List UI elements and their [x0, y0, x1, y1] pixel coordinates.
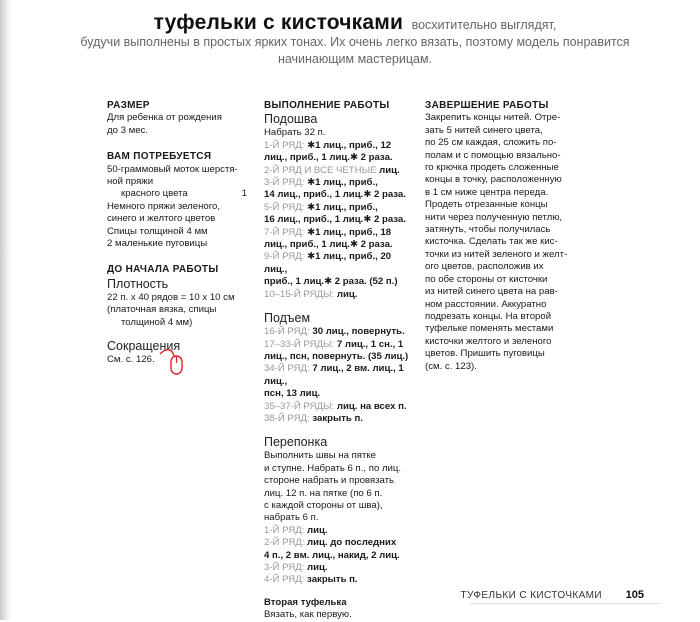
sole-row-text: лиц.	[336, 288, 358, 300]
rise-row-text: псн, 13 лиц.	[264, 388, 321, 400]
finishing-line: концы в точку, расположенную	[425, 174, 562, 186]
sole-row	[264, 140, 414, 152]
sole-row	[264, 227, 414, 239]
materials-line: Спицы толщиной 4 мм	[107, 225, 208, 237]
intro-line: восхитительно выглядят,	[411, 18, 557, 32]
rise-rows	[264, 326, 414, 425]
sole-row	[264, 276, 414, 288]
density-line: (платочная вязка, спицы	[107, 304, 217, 316]
finishing-line: подрезать концы. На второй	[425, 310, 552, 322]
rise-row-label: 38-Й РЯД:	[264, 412, 313, 424]
sole-row-text: лиц., приб., 1 лиц.✱ 2 раза.	[264, 239, 393, 251]
sole-row-label: 7-Й РЯД:	[264, 226, 308, 238]
rise-row-text: закрыть п.	[312, 412, 363, 424]
column-middle	[264, 100, 414, 622]
sole-row-label: 9-Й РЯД:	[264, 251, 308, 263]
sole-row-text: приб., 1 лиц.✱ 2 раза. (52 п.)	[264, 276, 398, 288]
materials-line: ной пряжи	[107, 176, 154, 188]
strap-row-text: лиц.	[307, 562, 328, 573]
materials-line: 2 маленькие пуговицы	[107, 238, 208, 250]
column-left	[107, 100, 247, 367]
size-line: Для ребенка от рождения	[107, 112, 222, 124]
sole-row-text: ✱1 лиц., приб.,	[307, 201, 378, 213]
sole-row	[264, 239, 414, 251]
strap-line: Выполнить швы на пятке	[264, 450, 377, 462]
materials-line: 50-граммовый моток шерстя-	[107, 163, 238, 175]
page-header	[30, 11, 680, 68]
rise-row-text: 30 лиц., повернуть.	[312, 326, 405, 338]
strap-row-text: лиц.	[307, 524, 328, 536]
sole-cast-on: Набрать 32 п.	[264, 127, 326, 139]
size-heading: РАЗМЕР	[107, 100, 150, 111]
strap-row-text: 4 п., 2 вм. лиц., накид, 2 лиц.	[264, 549, 400, 561]
strap-line: стороне набрать и провязать	[264, 475, 395, 487]
density-subheading: Плотность	[107, 276, 169, 291]
sole-row	[264, 152, 414, 164]
sole-row	[264, 289, 414, 301]
finishing-line: по обе стороны от кисточки	[425, 273, 548, 285]
page-title: туфельки с кисточками	[153, 11, 404, 34]
materials-qty: 1	[241, 188, 247, 200]
sole-row-text: лиц., приб., 1 лиц.✱ 2 раза.	[264, 152, 393, 164]
finishing-line: цветов. Пришить пуговицы	[425, 348, 545, 360]
materials-heading: ВАМ ПОТРЕБУЕТСЯ	[107, 151, 212, 163]
page-number: 105	[625, 589, 644, 601]
finishing-line: полам и с помощью вязально-	[425, 149, 561, 161]
intro-line: начинающим мастерицам.	[277, 52, 433, 66]
sole-row	[264, 214, 414, 226]
sole-row-text: ✱1 лиц., приб.,	[307, 177, 378, 189]
finishing-line: ого цветов, расположив их	[425, 261, 544, 273]
finishing-line: кисточки желтого и зеленого	[425, 335, 552, 347]
rise-row-label: 17–33-Й РЯДЫ:	[264, 338, 337, 350]
sole-row-text: ✱1 лиц., приб., 18	[307, 226, 392, 238]
intro-line: будучи выполнены в простых ярких тонах. Их очень легко вязать, поэтому модель понравится	[80, 35, 630, 49]
finishing-line: точки из нитей зеленого и желт-	[425, 248, 568, 260]
strap-line: с каждой стороны от шва),	[264, 499, 383, 511]
sole-row	[264, 251, 414, 276]
materials-color-row	[107, 188, 247, 200]
finishing-line: нити через полученную петлю,	[425, 211, 563, 223]
strap-row-label: 4-Й РЯД:	[264, 574, 308, 586]
finishing-line: в 1 см ниже центра переда.	[425, 186, 549, 198]
finishing-heading: ЗАВЕРШЕНИЕ РАБОТЫ	[425, 100, 549, 111]
finishing-line: Закрепить концы нитей. Отре-	[425, 112, 561, 124]
sole-row-text: 14 лиц., приб., 1 лиц.✱ 2 раза.	[264, 189, 406, 201]
sole-row-text: 16 лиц., приб., 1 лиц.✱ 2 раза.	[264, 214, 406, 226]
finishing-line: ном расстоянии. Аккуратно	[425, 298, 547, 310]
finishing-line: затянуть, чтобы получилась	[425, 224, 551, 236]
sole-rows	[264, 140, 414, 301]
strap-row	[264, 525, 414, 537]
rise-row-text: лиц. на всех п.	[336, 400, 407, 412]
rise-row-label: 34-Й РЯД:	[264, 363, 313, 375]
sole-row-label: 3-Й РЯД:	[264, 177, 308, 189]
rise-row	[264, 388, 414, 400]
finishing-line: по 25 см каждая, сложить по-	[425, 137, 557, 149]
footer-rule	[470, 603, 660, 604]
finishing-line: кисточка. Сделать так же кис-	[425, 236, 558, 248]
size-line: до 3 мес.	[107, 124, 148, 136]
strap-line: и ступне. Набрать 6 п., по лиц.	[264, 462, 402, 474]
sole-row	[264, 189, 414, 201]
finishing-line: Продеть отрезанные концы	[425, 199, 548, 211]
finishing-line: (см. с. 123).	[425, 360, 477, 372]
sole-row-label: 2-Й РЯД И ВСЕ ЧЕТНЫЕ	[264, 164, 380, 176]
finishing-line: туфельке поменять местами	[425, 323, 554, 335]
strap-line: набрать 6 п.	[264, 512, 319, 524]
second-shoe-heading: Вторая туфелька	[264, 596, 347, 608]
sole-subheading: Подошва	[264, 112, 318, 127]
strap-row	[264, 562, 414, 574]
sole-row-label: 5-Й РЯД:	[264, 201, 308, 213]
abbreviations-reference: См. с. 126.	[107, 354, 155, 366]
rise-row-label: 16-Й РЯД:	[264, 326, 313, 338]
materials-color: красного цвета	[121, 188, 188, 200]
density-line: толщиной 4 мм)	[121, 316, 193, 328]
materials-line: Немного пряжи зеленого,	[107, 200, 221, 212]
materials-line: синего и желтого цветов	[107, 213, 216, 225]
strap-rows	[264, 525, 414, 587]
rise-row-label: 35–37-Й РЯДЫ:	[264, 400, 337, 412]
strap-line: лиц. 12 п. на пятке (по 6 п.	[264, 487, 383, 499]
strap-row-label: 1-Й РЯД:	[264, 524, 308, 536]
finishing-line: из нитей синего цвета на рав-	[425, 286, 558, 298]
instructions-heading: ВЫПОЛНЕНИЕ РАБОТЫ	[264, 100, 390, 111]
density-line: 22 п. х 40 рядов = 10 х 10 см	[107, 291, 235, 303]
mouse-icon	[158, 346, 188, 380]
rise-row-text: 7 лиц., 2 вм. лиц., 1 лиц.,	[264, 363, 404, 387]
abbreviations-subheading: Сокращения	[107, 339, 181, 354]
rise-row-text: 7 лиц., 1 сн., 1	[336, 338, 404, 350]
sole-row-label: 1-Й РЯД:	[264, 139, 308, 151]
strap-row-label: 3-Й РЯД:	[264, 562, 308, 573]
finishing-line: го крючка продеть сложенные	[425, 162, 559, 174]
strap-row	[264, 537, 414, 549]
sole-row	[264, 177, 414, 189]
second-shoe-text: Вязать, как первую.	[264, 609, 352, 621]
sole-row-text: ✱1 лиц., приб., 20 лиц.,	[264, 251, 392, 275]
rise-row	[264, 351, 414, 363]
sole-row-text: лиц.	[379, 164, 400, 176]
strap-row	[264, 550, 414, 562]
rise-row-text: лиц., псн, повернуть. (35 лиц.)	[264, 350, 409, 362]
sole-row-label: 10–15-Й РЯДЫ:	[264, 288, 337, 300]
finishing-text	[425, 112, 575, 373]
finishing-line: зать 5 нитей синего цвета,	[425, 124, 543, 136]
strap-row-text: лиц. до последних	[307, 537, 397, 549]
before-start-heading: ДО НАЧАЛА РАБОТЫ	[107, 264, 219, 276]
rise-row	[264, 326, 414, 338]
sole-row	[264, 202, 414, 214]
sole-row	[264, 165, 414, 177]
rise-row	[264, 413, 414, 425]
column-right	[425, 100, 575, 373]
strap-subheading: Перепонка	[264, 435, 328, 450]
rise-subheading: Подъем	[264, 311, 311, 326]
footer-title: ТУФЕЛЬКИ С КИСТОЧКАМИ	[460, 590, 602, 601]
sole-row-text: ✱1 лиц., приб., 12	[307, 139, 392, 151]
strap-row	[264, 574, 414, 586]
strap-row-label: 2-Й РЯД:	[264, 537, 308, 549]
rise-row	[264, 339, 414, 351]
rise-row	[264, 401, 414, 413]
rise-row	[264, 363, 414, 388]
strap-row-text: закрыть п.	[307, 574, 358, 586]
page-binding-shadow	[0, 0, 12, 620]
